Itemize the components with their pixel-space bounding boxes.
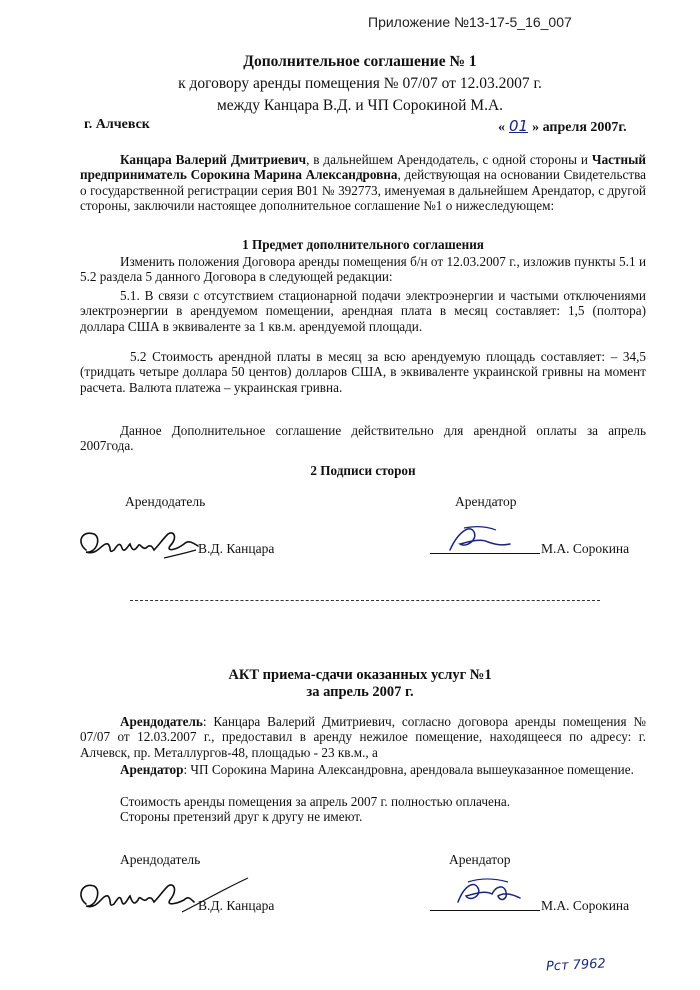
act-paragraph-lessor [80,714,646,760]
act-title: АКТ приема-сдачи оказанных услуг №1 [228,667,492,683]
city: г. Алчевск [84,117,150,132]
clause-5-1: 5.1. В связи с отсутствием стационарной подачи электроэнергии и частыми отключениями электроэнергии в арендуемом помещении, арендная плата в месяц составляет: 1,5 (полтора) доллара США в эквиваленте за 1 кв.м. арендуемой площади. [80,288,646,334]
act-lessee-text: : ЧП Сорокина Марина Александровна, арендовала вышеуказанное помещение. [183,762,634,777]
lessee-sign-name: М.А. Сорокина [541,541,630,556]
act-lessor-label: Арендодатель [120,714,203,729]
section1-heading: 1 Предмет дополнительного соглашения [242,237,484,252]
act-no-claims-paragraph: Стороны претензий друг к другу не имеют. [120,809,363,824]
act-paragraph-lessee [80,762,646,777]
act-lessee-sign-label: Арендатор [449,852,511,867]
act-lessor-text: : Канцара Валерий Дмитриевич, согласно договора аренды помещения № 07/07 от 12.03.2007 г., предоставил в аренду нежилое помещение, находящееся по адресу: г. Алчевск, пр. Металлургов-48, площадью - 23 кв.м., а [80,714,646,760]
intro-text-a: , в дальнейшем Арендодатель, с одной стороны и [306,152,592,167]
act-subtitle: за апрель 2007 г. [306,684,414,700]
section1-paragraph-1: Изменить положения Договора аренды помещения б/н от 12.03.2007 г., изложив пункты 5.1 и 5.2 раздела 5 данного Договора в следующей редакции: [80,254,646,285]
lessee-signature [440,518,520,558]
act-payment-paragraph: Стоимость аренды помещения за апрель 2007 г. полностью оплачена. [120,794,511,809]
act-lessor-sign-label: Арендодатель [120,852,201,867]
clause-5-2: 5.2 Стоимость арендной платы в месяц за всю арендуемую площадь составляет: – 34,5 (тридцать четыре доллара 50 центов) долларов США, в эквиваленте украинской гривны на момент расчета. Валюта платежа – украинская гривна. [80,349,646,395]
date-suffix: » апреля 2007г. [532,120,627,135]
lessee-label: Арендатор [455,494,517,509]
agreement-parties: между Канцара В.Д. и ЧП Сорокиной М.А. [216,97,504,114]
intro-text-b: , действующая на основании Свидетельства о государственной регистрации серия В01 № 392773, именуемая в дальнейшем Арендатор, с другой стороны, заключили настоящее дополнительное соглашение №1 о нижеследующем: [80,167,647,214]
act-lessor-sign-name: В.Д. Канцара [198,898,275,913]
lessee-sign-line [430,553,540,554]
validity-paragraph: Данное Дополнительное соглашение действительно для арендной оплаты за апрель 2007года. [80,423,646,454]
agreement-date [498,117,627,136]
section2-heading: 2 Подписи сторон [310,463,416,478]
agreement-subtitle: к договору аренды помещения № 07/07 от 12.03.2007 г. [178,75,542,92]
lessee-name: Частный предприниматель Сорокина Марина Александровна [80,152,646,183]
lessor-signature [72,520,202,566]
act-lessee-label: Арендатор [120,762,184,777]
act-lessee-sign-name: М.А. Сорокина [541,898,630,913]
intro-paragraph [80,152,646,214]
agreement-title: Дополнительное соглашение № 1 [243,53,477,70]
handwritten-registration-note: Рст 7962 [545,956,607,975]
date-prefix: « [498,120,505,135]
lessor-label: Арендодатель [125,494,206,509]
act-lessee-signature [448,872,528,912]
lessor-sign-name: В.Д. Канцара [198,541,275,556]
document-annotation: Приложение №13-17-5_16_007 [368,14,572,30]
act-lessee-sign-line [430,910,540,911]
lessor-name: Канцара Валерий Дмитриевич [120,152,307,167]
date-day-handwritten: 01 [509,117,529,135]
cut-line-divider [130,600,600,601]
